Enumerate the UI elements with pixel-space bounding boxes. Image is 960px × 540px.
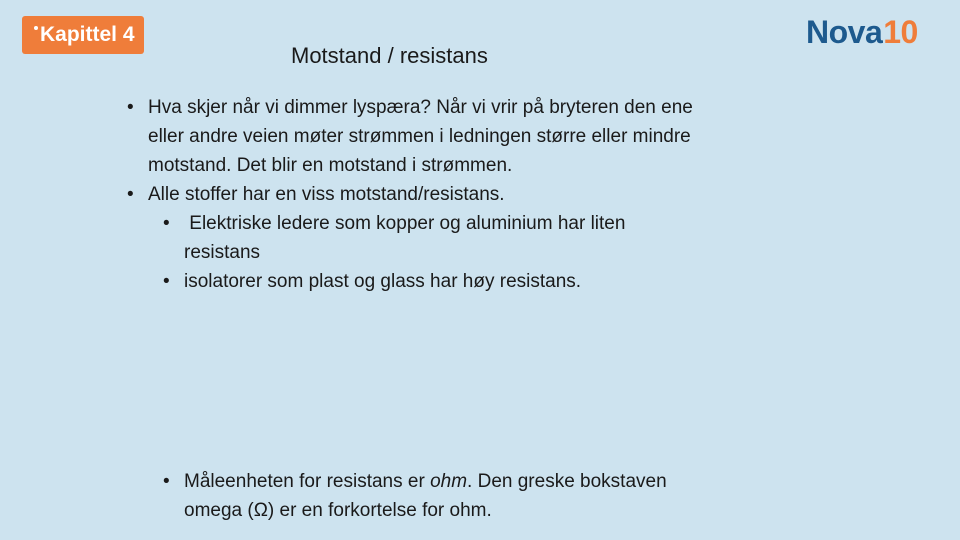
bullet-text-before: Måleenheten for resistans er <box>184 471 431 492</box>
bullet-item <box>124 180 694 209</box>
bullet-text: Alle stoffer har en viss motstand/resistans. <box>148 184 505 205</box>
bullet-text: Hva skjer når vi dimmer lyspæra? Når vi vrir på bryteren den ene eller andre veien møter strømmen i ledningen større eller mindre motstand. Det blir en motstand i strømmen. <box>148 97 693 176</box>
sub-bullet-item <box>160 209 694 267</box>
logo-word: Nova <box>806 14 883 50</box>
chapter-badge <box>22 16 144 54</box>
badge-dot-icon <box>34 26 38 30</box>
bottom-bullet <box>160 467 680 525</box>
sub-bullet-item <box>160 267 694 296</box>
bullet-icon: • <box>163 471 170 492</box>
bullet-text-emphasis: ohm <box>430 471 468 492</box>
sub-bullet-text: Elektriske ledere som kopper og aluminium har liten resistans <box>184 213 631 263</box>
bullet-icon: • <box>163 271 170 292</box>
sub-bullet-text: isolatorer som plast og glass har høy resistans. <box>184 271 582 292</box>
bullet-item <box>124 93 694 180</box>
chapter-badge-label: Kapittel 4 <box>40 23 135 46</box>
bullet-icon: • <box>127 184 134 205</box>
bullet-list <box>124 93 694 296</box>
bullet-icon: • <box>163 213 170 234</box>
slide-title: Motstand / resistans <box>291 43 488 68</box>
bullet-item <box>160 467 680 525</box>
logo-number: 10 <box>883 14 918 50</box>
bullet-text-after: . Den greske bokstaven omega (Ω) er en forkortelse for ohm. <box>184 471 667 521</box>
nova-logo <box>806 14 918 51</box>
bullet-icon: • <box>127 97 134 118</box>
